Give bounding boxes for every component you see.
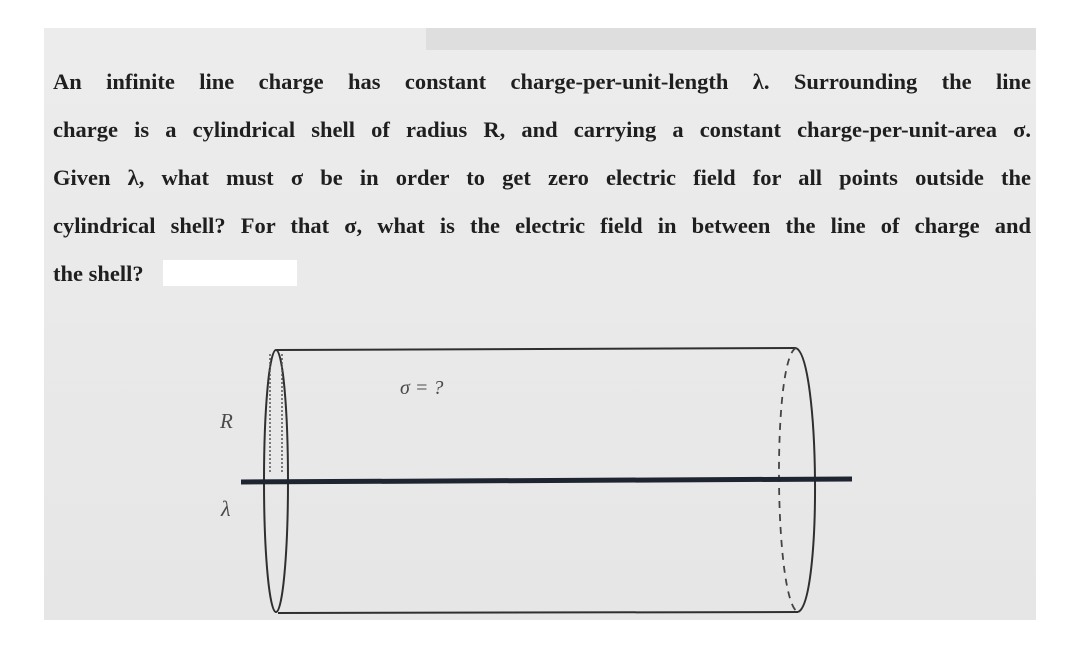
- cylinder-top-edge: [276, 348, 796, 350]
- problem-line-1: An infinite line charge has constant charge-per-unit-length λ. Surrounding the line: [53, 69, 1031, 94]
- problem-photo: [44, 28, 1036, 620]
- problem-line-5: the shell?: [53, 261, 144, 286]
- cylinder-figure: [44, 28, 1036, 620]
- cylinder-bottom-edge: [278, 612, 798, 613]
- problem-line-2: charge is a cylindrical shell of radius R, and carrying a constant charge-per-unit-area σ.: [53, 117, 1031, 142]
- radius-label: R: [220, 409, 233, 433]
- problem-line-4: cylindrical shell? For that σ, what is the electric field in between the line of charge and: [53, 213, 1031, 238]
- lambda-label: λ: [221, 496, 231, 521]
- line-charge: [241, 479, 852, 482]
- sigma-label: σ = ?: [400, 377, 444, 399]
- problem-line-3: Given λ, what must σ be in order to get zero electric field for all points outside the: [53, 165, 1031, 190]
